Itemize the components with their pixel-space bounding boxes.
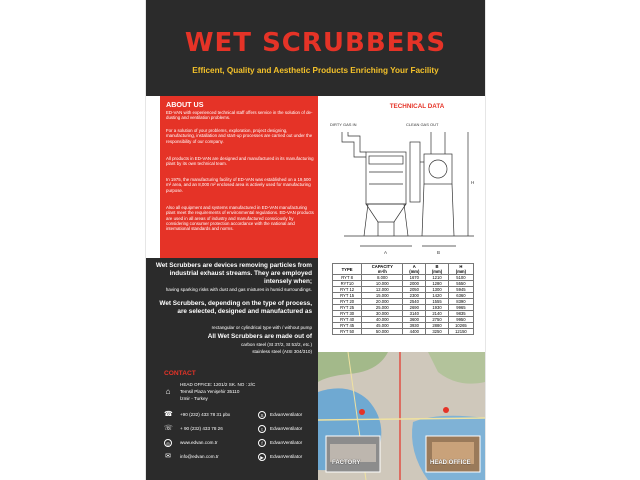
column-header: CAPACITY m³/h [362, 264, 403, 275]
description-block1: Wet Scrubbers are devices removing particles from industrial exhaust streams. They are employed intensely when; [155, 262, 312, 285]
table-cell: 12.000 [362, 287, 403, 293]
factory-label: FACTORY [332, 460, 361, 466]
table-cell: 1280 [426, 281, 449, 287]
table-cell: 40.000 [362, 317, 403, 323]
youtube-icon: ▶ [258, 453, 266, 461]
description-section [146, 258, 318, 366]
about-heading: ABOUT US [166, 100, 204, 109]
description-block3-detail: stainless steel (AISI 304/310) [252, 349, 312, 354]
brochure-page [146, 0, 485, 480]
email-link[interactable]: info@edvan.com.tr [180, 454, 219, 459]
table-cell: RYT10 [333, 281, 362, 287]
table-cell: 1930 [426, 305, 449, 311]
technical-data-table [332, 263, 474, 335]
about-section [160, 96, 318, 258]
twitter-icon: t [258, 425, 266, 433]
description-block3-detail: carbon steel (St 37/2, St 53/2, etc.) [241, 342, 312, 347]
skype-icon: S [258, 411, 266, 419]
head-office-label: HEAD OFFICE [430, 460, 471, 466]
clean-gas-label: CLEAN GAS OUT [406, 122, 439, 127]
table-cell: 25.000 [362, 305, 403, 311]
dimension-h-label: H [471, 180, 475, 185]
table-cell: RYT 12 [333, 287, 362, 293]
table-cell: 1300 [426, 287, 449, 293]
column-header: H (mm) [448, 264, 473, 275]
phone-icon: ☎ [164, 411, 173, 418]
email-icon: ✉ [165, 453, 171, 460]
phone-number[interactable]: +90 (232) 433 78 31 pbx [180, 412, 231, 417]
website-link[interactable]: www.edvan.com.tr [180, 440, 218, 445]
address-line: İzmir - Turkey [180, 396, 208, 401]
table-cell: 6360 [448, 293, 473, 299]
about-paragraph: For a solution of your problems, exploration, project designing, manufacturing, installation and start-up processes are carried out under the responsibility of our company. [166, 128, 313, 144]
location-map [318, 352, 485, 480]
table-cell: 1670 [403, 275, 426, 281]
table-cell: 8390 [448, 299, 473, 305]
table-cell: 45.000 [362, 323, 403, 329]
page-subtitle: Efficent, Quality and Aesthetic Products Enriching Your Facility [192, 66, 439, 75]
table-cell: 12150 [448, 329, 473, 335]
table-cell: RYT 45 [333, 323, 362, 329]
table-cell: 1210 [426, 275, 449, 281]
table-cell: 5550 [448, 281, 473, 287]
social-handle[interactable]: EdvanVentilator [270, 412, 303, 417]
about-paragraph: In 1975, the manufacturing facility of ED-VAN was established on a 19,500 m² area, and an 8,000 m² enclosed area is actively used for manufacturing purpose. [166, 177, 311, 193]
table-cell: 5100 [448, 275, 473, 281]
description-block2-detail: rectangular or cylindrical type with / without pump [211, 325, 312, 330]
header [146, 0, 485, 96]
facebook-icon: f [258, 439, 266, 447]
table-row [333, 329, 474, 335]
table-cell: 9965 [448, 305, 473, 311]
home-icon: ⌂ [165, 387, 171, 396]
table-cell: RYT 50 [333, 329, 362, 335]
dimension-b-label: B [437, 250, 441, 255]
table-cell: RYT 20 [333, 299, 362, 305]
table-cell: 2000 [403, 281, 426, 287]
table-cell: 8.000 [362, 275, 403, 281]
table-cell: 2880 [426, 323, 449, 329]
description-block1-detail: having sparking risks with dust and gas mixtures in humid surroundings. [165, 287, 312, 292]
table-cell: 2540 [403, 299, 426, 305]
table-cell: 15.000 [362, 293, 403, 299]
about-paragraph: ED-VAN with experienced technical staff offers service in the solution of de-dusting and ventilation problems. [166, 110, 313, 121]
page-title: WET SCRUBBERS [184, 28, 447, 58]
table-cell: 30.000 [362, 311, 403, 317]
social-handle[interactable]: EdvanVentilator [270, 426, 303, 431]
social-handle[interactable]: EdvanVentilator [270, 454, 303, 459]
table-cell: 2050 [403, 287, 426, 293]
fax-icon: ☏ [164, 425, 173, 432]
table-cell: 3250 [426, 329, 449, 335]
table-cell: 1555 [426, 299, 449, 305]
description-block3: All Wet Scrubbers are made out of [207, 333, 312, 340]
table-cell: 10265 [448, 323, 473, 329]
table-cell: 10.000 [362, 281, 403, 287]
table-cell: 3930 [403, 323, 426, 329]
table-cell: 50.000 [362, 329, 403, 335]
technical-data-heading: TECHNICAL DATA [389, 103, 445, 110]
table-cell: RYT 15 [333, 293, 362, 299]
contact-heading: CONTACT [164, 370, 196, 377]
address-line: HEAD OFFICE: 1201/2 SK. NO : 2/C [180, 382, 256, 387]
table-cell: 3140 [403, 311, 426, 317]
contact-section [146, 366, 318, 480]
table-header-row [333, 264, 474, 275]
address-line: Temsil Plaza Yenişehir 35110 [180, 389, 240, 394]
table-cell: 1420 [426, 293, 449, 299]
about-paragraph: All products in ED-VAN are designed and manufactured in its manufacturing plant by its own technical team. [166, 156, 314, 167]
globe-icon: ◎ [164, 439, 172, 447]
table-cell: 3600 [403, 317, 426, 323]
social-handle[interactable]: EdvanVentilator [270, 440, 303, 445]
table-cell: RYT 30 [333, 311, 362, 317]
column-header: B (mm) [426, 264, 449, 275]
scrubber-drawing [324, 112, 480, 262]
table-cell: 2750 [426, 317, 449, 323]
table-cell: RYT 25 [333, 305, 362, 311]
about-paragraph: Also all equipment and systems manufactured in ED-VAN manufacturing plant meet the requirements of environmental regulations. ED-VAN products are used in all areas of industry and manufactured consciously by considering consumer protection accordance with the national and international standards and norms. [166, 205, 314, 232]
table-cell: 9950 [448, 317, 473, 323]
table-cell: 9835 [448, 311, 473, 317]
dimension-a-label: A [384, 250, 388, 255]
column-header: TYPE [333, 264, 362, 275]
table-cell: 5945 [448, 287, 473, 293]
column-header: A (mm) [403, 264, 426, 275]
table-cell: 4400 [403, 329, 426, 335]
table-cell: 2690 [403, 305, 426, 311]
dirty-gas-label: DIRTY GAS IN [330, 122, 357, 127]
description-block2: Wet Scrubbers, depending on the type of process, are selected, designed and manufactured as [159, 300, 312, 315]
table-cell: 2140 [426, 311, 449, 317]
table-cell: 2300 [403, 293, 426, 299]
table-cell: 20.000 [362, 299, 403, 305]
table-cell: RYT 8 [333, 275, 362, 281]
fax-number: + 90 (232) 433 78 26 [180, 426, 223, 431]
table-cell: RYT 40 [333, 317, 362, 323]
